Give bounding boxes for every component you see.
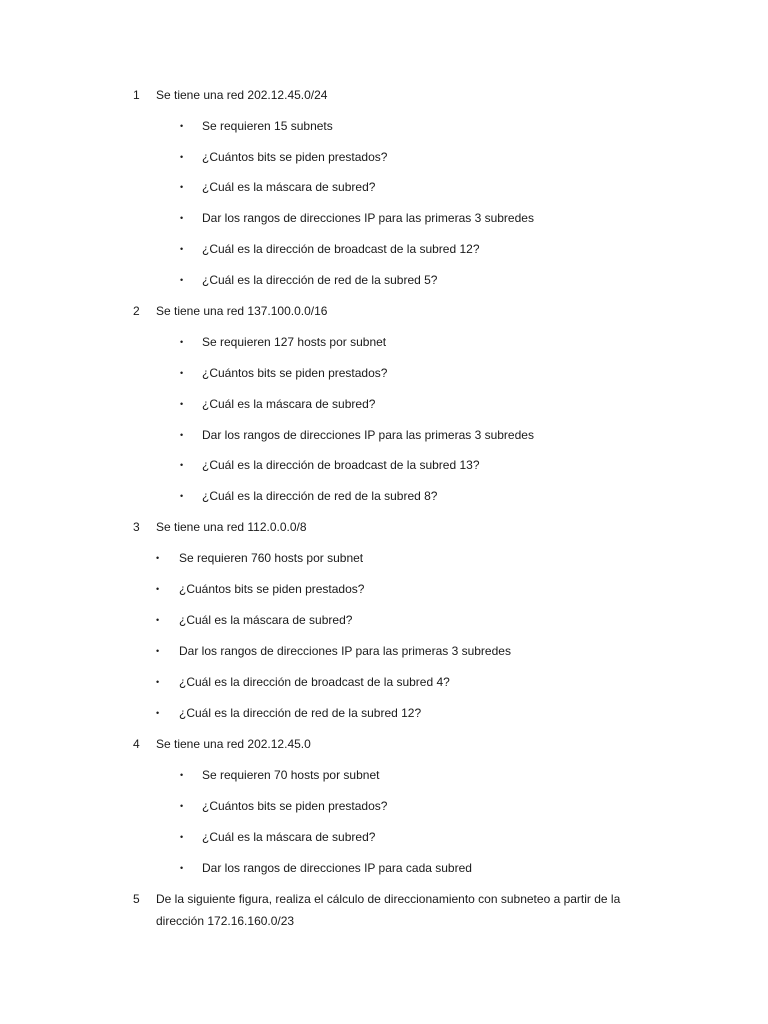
list-item: ¿Cuál es la dirección de red de la subred 12? — [179, 706, 422, 720]
list-item: Se requieren 760 hosts por subnet — [179, 551, 364, 565]
question-number: 1 — [133, 88, 140, 102]
list-item: ¿Cuál es la máscara de subred? — [179, 613, 353, 627]
bullet-icon: • — [180, 182, 184, 192]
list-item: ¿Cuál es la dirección de broadcast de la subred 13? — [202, 458, 480, 472]
bullet-icon: • — [156, 553, 160, 563]
list-item: ¿Cuál es la máscara de subred? — [202, 180, 376, 194]
list-item: Dar los rangos de direcciones IP para las primeras 3 subredes — [179, 644, 511, 658]
list-item: ¿Cuántos bits se piden prestados? — [179, 582, 365, 596]
bullet-icon: • — [180, 770, 184, 780]
list-item: ¿Cuál es la dirección de broadcast de la subred 12? — [202, 242, 480, 256]
list-item: Se requieren 70 hosts por subnet — [202, 768, 380, 782]
bullet-icon: • — [180, 213, 184, 223]
bullet-icon: • — [156, 646, 160, 656]
list-item: ¿Cuántos bits se piden prestados? — [202, 150, 388, 164]
list-item: Dar los rangos de direcciones IP para las primeras 3 subredes — [202, 211, 534, 225]
list-item: ¿Cuál es la máscara de subred? — [202, 830, 376, 844]
bullet-icon: • — [180, 337, 184, 347]
list-item: ¿Cuántos bits se piden prestados? — [202, 366, 388, 380]
bullet-icon: • — [180, 801, 184, 811]
question-number: 3 — [133, 520, 140, 534]
bullet-icon: • — [156, 708, 160, 718]
question-number: 5 — [133, 892, 140, 906]
list-item: ¿Cuál es la dirección de broadcast de la subred 4? — [179, 675, 450, 689]
bullet-icon: • — [156, 615, 160, 625]
bullet-icon: • — [180, 430, 184, 440]
question-text: De la siguiente figura, realiza el cálculo de direccionamiento con subneteo a partir de la dirección 172.16.160.0/23 — [156, 892, 621, 928]
list-item: Se requieren 127 hosts por subnet — [202, 335, 387, 349]
bullet-icon: • — [180, 368, 184, 378]
list-item: Se requieren 15 subnets — [202, 119, 333, 133]
bullet-icon: • — [180, 399, 184, 409]
bullet-icon: • — [180, 275, 184, 285]
question-text: Se tiene una red 112.0.0.0/8 — [156, 520, 307, 534]
question-text: Se tiene una red 137.100.0.0/16 — [156, 304, 328, 318]
list-item: Dar los rangos de direcciones IP para las primeras 3 subredes — [202, 428, 534, 442]
bullet-icon: • — [180, 460, 184, 470]
bullet-icon: • — [156, 584, 160, 594]
bullet-icon: • — [156, 677, 160, 687]
list-item: ¿Cuál es la dirección de red de la subred 5? — [202, 273, 438, 287]
question-number: 4 — [133, 737, 140, 751]
question-number: 2 — [133, 304, 140, 318]
bullet-icon: • — [180, 832, 184, 842]
bullet-icon: • — [180, 121, 184, 131]
list-item: Dar los rangos de direcciones IP para cada subred — [202, 861, 472, 875]
bullet-icon: • — [180, 491, 184, 501]
list-item: ¿Cuál es la dirección de red de la subred 8? — [202, 489, 438, 503]
question-text: Se tiene una red 202.12.45.0/24 — [156, 88, 328, 102]
list-item: ¿Cuál es la máscara de subred? — [202, 397, 376, 411]
list-item: ¿Cuántos bits se piden prestados? — [202, 799, 388, 813]
question-text: Se tiene una red 202.12.45.0 — [156, 737, 311, 751]
bullet-icon: • — [180, 152, 184, 162]
bullet-icon: • — [180, 244, 184, 254]
bullet-icon: • — [180, 863, 184, 873]
